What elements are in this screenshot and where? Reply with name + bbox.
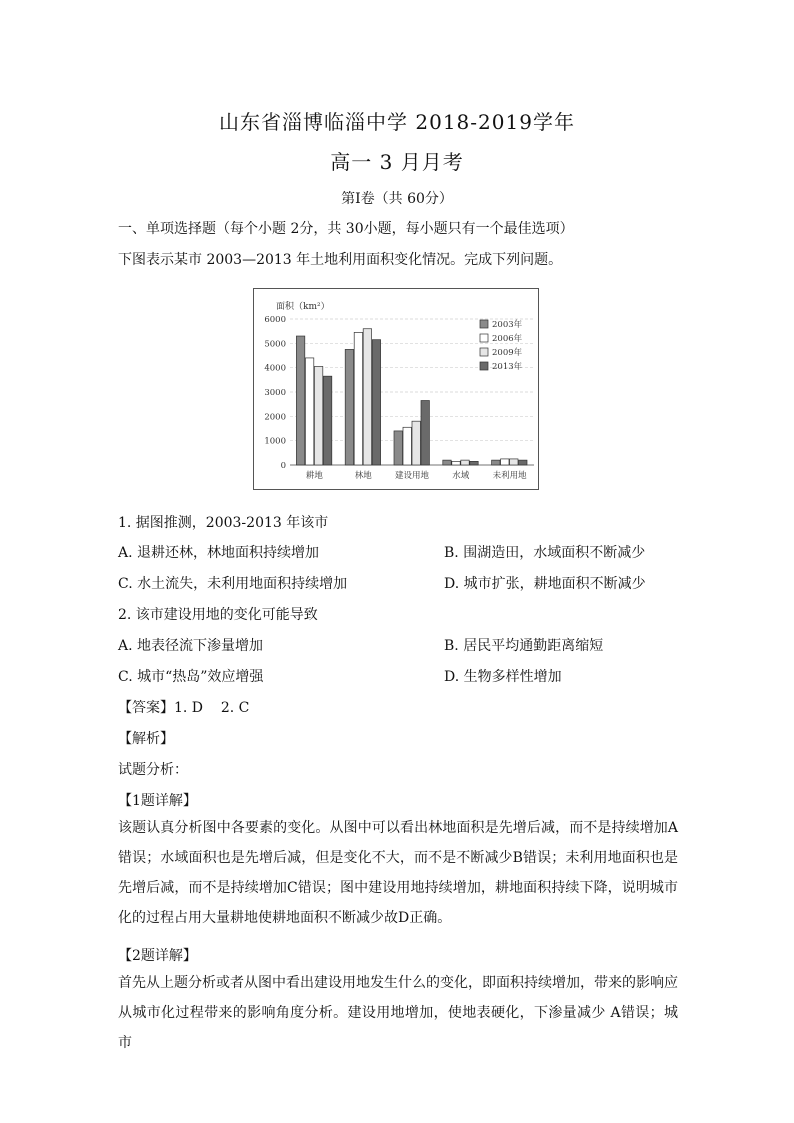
chart-legend	[480, 319, 523, 372]
x-tick-label: 林地	[354, 471, 372, 481]
bar-2013年-水域	[470, 461, 478, 465]
exam-title-line2: 高一 3 月月考	[330, 150, 464, 174]
chart-y-ticks	[264, 315, 286, 471]
legend-label: 2003年	[492, 320, 523, 330]
part1-heading: 一、单项选择题（每个小题 2分，共 30小题，每小题只有一个最佳选项）	[118, 221, 574, 237]
legend-label: 2006年	[492, 334, 523, 344]
chart-ylabel: 面积（km²）	[276, 302, 330, 312]
bar-2003年-林地	[345, 349, 353, 465]
detail2-text: 首先从上题分析或者从图中看出建设用地发生什么的变化，即面积持续增加，带来的影响应从城市化过程带来的影响角度分析。建设用地增加，使地表硬化，下渗量减少 A错误；城市	[118, 975, 678, 1051]
y-tick-label: 5000	[264, 339, 286, 350]
y-tick-label: 1000	[264, 436, 286, 447]
bar-2003年-建设用地	[394, 431, 402, 465]
q2-option-d: D. 生物多样性增加	[444, 669, 562, 685]
legend-swatch	[480, 362, 488, 370]
bar-2013年-建设用地	[421, 401, 429, 465]
detail1-text: 该题认真分析图中各要素的变化。从图中可以看出林地面积是先增后减，而不是持续增加A错误；水域面积也是先增后减，但是变化不大，而不是不断减少B错误；未利用地面积也是先增后减，而不是持续增加C错误；图中建设用地持续增加，耕地面积持续下降，说明城市化的过程占用大量耕地使耕地面积不断减少故D正确。	[118, 820, 678, 926]
section-heading: 第Ⅰ卷（共 60分）	[341, 191, 453, 207]
analysis-sub: 试题分析：	[118, 762, 188, 778]
exam-title-line1: 山东省淄博临淄中学 2018-2019学年	[219, 110, 575, 134]
q2-option-c: C. 城市“热岛”效应增强	[118, 669, 264, 685]
bar-2006年-水域	[452, 461, 460, 465]
bar-2013年-未利用地	[519, 460, 527, 465]
land-use-bar-chart	[254, 289, 538, 489]
bar-2006年-林地	[354, 332, 362, 465]
bar-2006年-未利用地	[501, 459, 509, 465]
bar-2003年-未利用地	[492, 460, 500, 465]
bar-2003年-水域	[443, 460, 451, 465]
q2-option-a: A. 地表径流下渗量增加	[118, 638, 264, 654]
bar-2013年-耕地	[323, 376, 331, 465]
answer-text: 1. D 2. C	[174, 700, 250, 716]
x-tick-label: 耕地	[305, 471, 323, 481]
legend-swatch	[480, 348, 488, 356]
bar-2003年-耕地	[296, 336, 304, 465]
bar-2009年-林地	[363, 329, 371, 465]
bar-2006年-建设用地	[403, 427, 411, 465]
y-tick-label: 2000	[264, 412, 286, 423]
answer-label: 【答案】	[118, 700, 174, 716]
x-tick-label: 水域	[452, 471, 470, 481]
q1-stem: 1. 据图推测，2003-2013 年该市	[118, 515, 329, 531]
bar-2009年-建设用地	[412, 421, 420, 465]
x-tick-label: 未利用地	[492, 471, 527, 481]
q2-stem: 2. 该市建设用地的变化可能导致	[118, 607, 318, 623]
detail1-label: 【1题详解】	[118, 793, 197, 809]
part1-intro: 下图表示某市 2003—2013 年土地利用面积变化情况。完成下列问题。	[118, 252, 563, 268]
bar-2009年-水域	[461, 460, 469, 465]
q2-option-b: B. 居民平均通勤距离缩短	[444, 638, 604, 654]
y-tick-label: 3000	[264, 388, 286, 398]
legend-label: 2009年	[492, 348, 523, 358]
q1-option-a: A. 退耕还林，林地面积持续增加	[118, 545, 320, 561]
legend-swatch	[480, 334, 488, 342]
land-use-chart	[253, 288, 539, 490]
legend-swatch	[480, 320, 488, 328]
bar-2013年-林地	[372, 340, 380, 465]
bar-2009年-未利用地	[510, 459, 518, 465]
legend-label: 2013年	[492, 362, 523, 372]
bar-2006年-耕地	[305, 358, 313, 465]
q1-option-c: C. 水土流失，未利用地面积持续增加	[118, 576, 348, 592]
y-tick-label: 6000	[264, 315, 286, 325]
x-tick-label: 建设用地	[394, 471, 430, 481]
chart-x-ticks	[306, 470, 527, 481]
y-tick-label: 4000	[264, 363, 286, 374]
q1-option-d: D. 城市扩张，耕地面积不断减少	[444, 576, 646, 592]
q1-option-b: B. 围湖造田，水域面积不断减少	[444, 545, 646, 561]
detail2-label: 【2题详解】	[118, 948, 197, 964]
bar-2009年-耕地	[314, 366, 322, 465]
y-tick-label: 0	[280, 461, 286, 471]
answer-line	[118, 697, 249, 717]
analysis-label: 【解析】	[118, 731, 174, 747]
